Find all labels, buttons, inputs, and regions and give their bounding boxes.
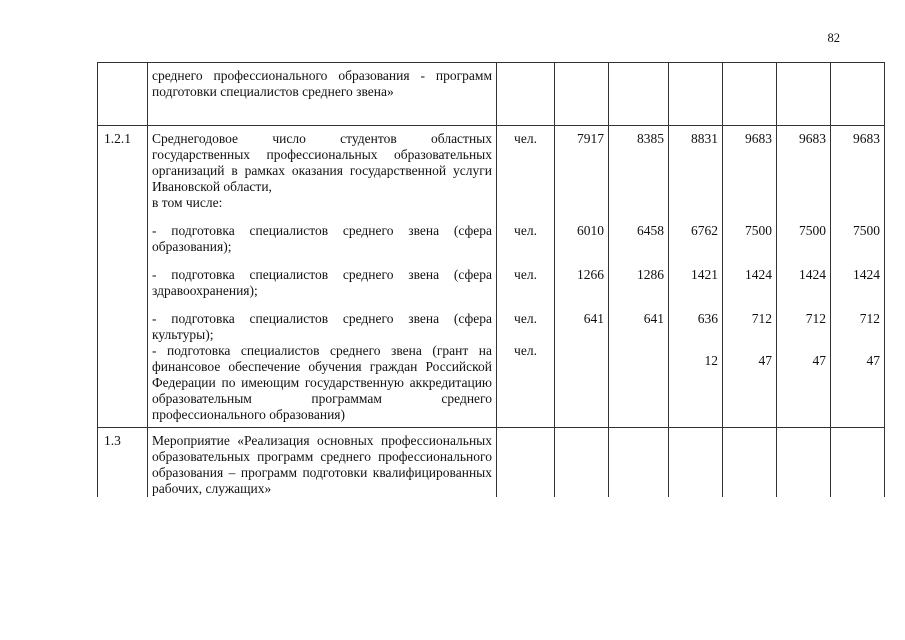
row-unit: чел.	[497, 299, 555, 343]
row-unit: чел.	[497, 211, 555, 255]
value-cell	[609, 428, 669, 498]
value-cell	[723, 428, 777, 498]
value-cell: 8831	[669, 126, 723, 212]
value-cell: 7500	[831, 211, 885, 255]
value-cell: 9683	[723, 126, 777, 212]
table-row-1-2-1	[98, 126, 885, 212]
row-unit: чел.	[497, 255, 555, 299]
row-description: - подготовка специалистов среднего звена (сфера культуры);	[148, 299, 497, 343]
indicators-table	[97, 62, 885, 497]
value-cell	[555, 428, 609, 498]
value-cell	[831, 343, 885, 428]
value-cell	[669, 343, 723, 428]
value-cell	[723, 343, 777, 428]
value-cell	[777, 428, 831, 498]
row-description-cell	[148, 126, 497, 212]
value-cell: 641	[609, 299, 669, 343]
value-cell: 6762	[669, 211, 723, 255]
value-cell: 641	[555, 299, 609, 343]
value-text: 47	[866, 353, 880, 368]
value-cell: 6010	[555, 211, 609, 255]
table-row-continuation	[98, 63, 885, 126]
value-cell	[777, 63, 831, 126]
row-unit	[497, 428, 555, 498]
row-description: Мероприятие «Реализация основных профессиональных образовательных программ среднего профессионального образования – программ подготовки квалифицированных рабочих, служащих»	[148, 428, 497, 498]
row-description: - подготовка специалистов среднего звена (сфера образования);	[148, 211, 497, 255]
value-cell: 9683	[831, 126, 885, 212]
row-number: 1.2.1	[98, 126, 148, 212]
value-cell: 1421	[669, 255, 723, 299]
value-cell: 636	[669, 299, 723, 343]
row-number	[98, 211, 148, 255]
value-cell	[609, 343, 669, 428]
table-row-sub-healthcare	[98, 255, 885, 299]
value-cell: 1266	[555, 255, 609, 299]
table-row-sub-culture	[98, 299, 885, 343]
row-number	[98, 299, 148, 343]
table-row-sub-education	[98, 211, 885, 255]
value-cell: 712	[831, 299, 885, 343]
value-cell: 1424	[831, 255, 885, 299]
value-cell	[609, 63, 669, 126]
row-description: - подготовка специалистов среднего звена (сфера здравоохранения);	[148, 255, 497, 299]
value-cell: 712	[723, 299, 777, 343]
value-cell: 712	[777, 299, 831, 343]
value-cell: 1424	[723, 255, 777, 299]
value-cell: 7500	[723, 211, 777, 255]
value-cell	[555, 343, 609, 428]
value-cell: 7917	[555, 126, 609, 212]
row-description-tail: в том числе:	[152, 195, 223, 210]
value-cell: 8385	[609, 126, 669, 212]
value-cell	[831, 63, 885, 126]
row-number	[98, 63, 148, 126]
value-cell	[669, 428, 723, 498]
row-unit: чел.	[497, 343, 555, 428]
value-cell	[555, 63, 609, 126]
table-row-sub-grant	[98, 343, 885, 428]
value-cell	[723, 63, 777, 126]
row-unit	[497, 63, 555, 126]
row-unit: чел.	[497, 126, 555, 212]
value-text: 47	[812, 353, 826, 368]
value-cell: 6458	[609, 211, 669, 255]
table-row-1-3	[98, 428, 885, 498]
value-cell: 1424	[777, 255, 831, 299]
row-number	[98, 343, 148, 428]
value-cell: 1286	[609, 255, 669, 299]
value-cell	[669, 63, 723, 126]
row-number: 1.3	[98, 428, 148, 498]
row-number	[98, 255, 148, 299]
page-number: 82	[827, 31, 840, 45]
value-cell: 7500	[777, 211, 831, 255]
value-text: 47	[758, 353, 772, 368]
row-description: Среднегодовое число студентов областных государственных профессиональных образовательных организаций в рамках оказания государственной услуги Ивановской области,	[152, 131, 492, 194]
row-description: - подготовка специалистов среднего звена (грант на финансовое обеспечение обучения граждан Российской Федерации по имеющим государственную аккредитацию образовательным программам среднего профессионального образования)	[148, 343, 497, 428]
value-cell	[831, 428, 885, 498]
value-cell: 9683	[777, 126, 831, 212]
row-description: среднего профессионального образования - программ подготовки специалистов среднего звена»	[148, 63, 497, 126]
value-cell	[777, 343, 831, 428]
value-text: 12	[704, 353, 718, 368]
